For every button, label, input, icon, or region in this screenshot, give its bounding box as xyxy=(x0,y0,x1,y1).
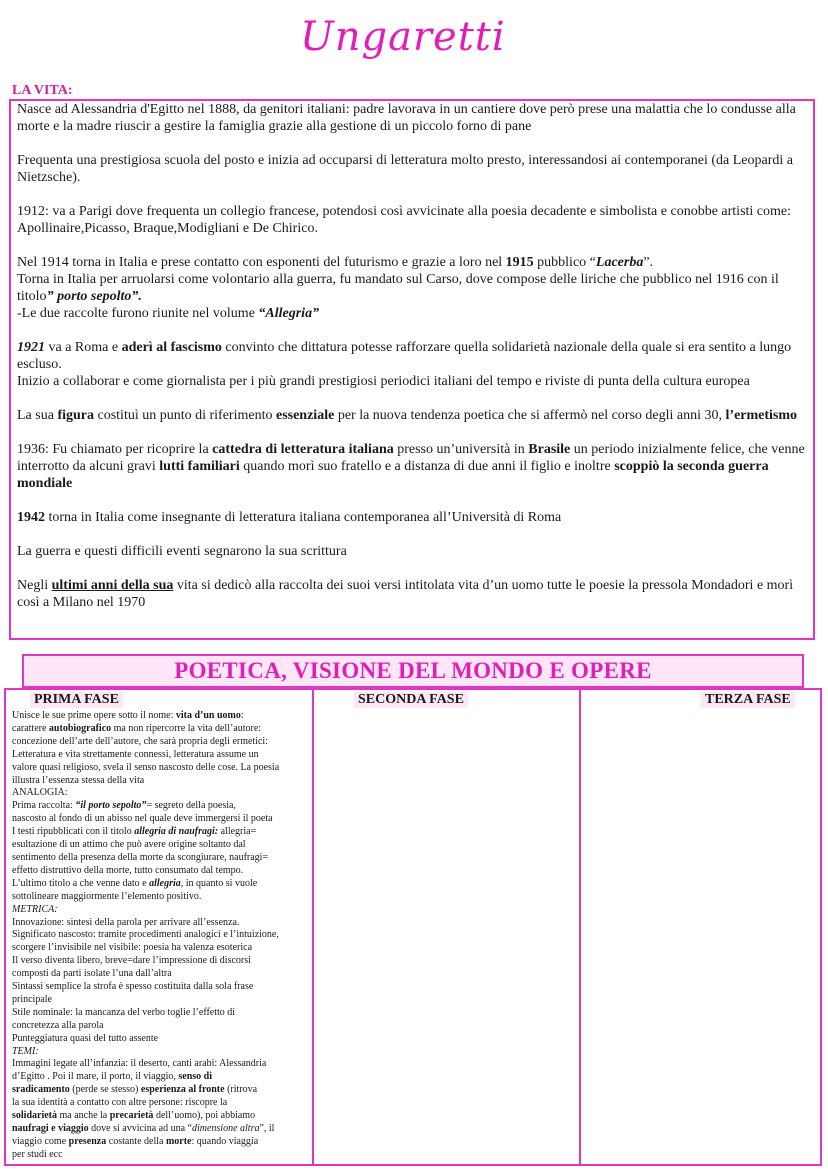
prima-fase-line: concezione dell’arte dell’autore, che sarà propria degli ermetici: xyxy=(12,735,268,747)
prima-fase-line: Il verso diventa libero, breve=dare l’impressione di discorsi xyxy=(12,955,251,967)
prima-fase-line: la sua identità a contatto con altre persone: riscopre la xyxy=(12,1097,228,1109)
prima-fase-text xyxy=(6,708,312,1162)
prima-fase-line: Prima raccolta: “il porto sepolto”= segreto della poesia, xyxy=(12,800,236,812)
column-prima-fase xyxy=(6,690,314,1164)
seconda-fase-heading: SECONDA FASE xyxy=(354,692,468,708)
life-paragraph: Negli ultimi anni della sua vita si dedicò alla raccolta dei suoi versi intitolata vita d’un uomo tutte le poesie la pressola Mondadori e morì così a Milano nel 1970 xyxy=(17,578,794,610)
section-banner xyxy=(22,654,804,688)
prima-fase-line: Significato nascosto: tramite procedimenti analogici e l’intuizione, xyxy=(12,929,279,941)
page-title: Ungaretti xyxy=(300,14,506,60)
prima-fase-line: Unisce le sue prime opere sotto il nome: vita d’un uomo: xyxy=(12,710,244,721)
prima-fase-line: sradicamento (perde se stesso) esperienza al fronte (ritrova xyxy=(12,1084,258,1096)
prima-fase-line: Letteratura e vita strettamente connessi, letteratura assume un xyxy=(12,748,259,760)
prima-fase-line: effetto distruttivo della morte, tutto consumato dal tempo. xyxy=(12,864,244,876)
prima-fase-line: concretezza alla parola xyxy=(12,1019,104,1031)
prima-fase-line: nascosto al fondo di un abisso nel quale deve immergersi il poeta xyxy=(12,813,273,825)
prima-fase-line: viaggio come presenza costante della morte: quando viaggia xyxy=(12,1135,259,1147)
terza-fase-heading: TERZA FASE xyxy=(701,692,795,708)
life-paragraph: 1912: va a Parigi dove frequenta un collegio francese, potendosi così avvicinate alla poesia decadente e simbolista e conobbe artisti come: Apollinaire,Picasso, Braque,Modigliani e De Chirico. xyxy=(17,204,792,236)
prima-fase-line: principale xyxy=(12,993,52,1005)
prima-fase-line: illustra l’essenza stessa della vita xyxy=(12,774,145,786)
prima-fase-line: Innovazione: sintesi della parola per arrivare all’essenza. xyxy=(12,916,240,928)
prima-fase-line: sottolineare maggiormente l’elemento positivo. xyxy=(12,890,202,902)
life-paragraph: Frequenta una prestigiosa scuola del posto e inizia ad occuparsi di letteratura molto presto, interessandosi ai contemporanei (da Leopardi a Nietzsche). xyxy=(17,153,793,185)
column-terza-fase xyxy=(581,690,820,1164)
prima-fase-line: solidarietà ma anche la precarietà dell’uomo), poi abbiamo xyxy=(12,1110,256,1122)
prima-fase-heading: PRIMA FASE xyxy=(30,692,123,708)
life-text xyxy=(17,101,807,611)
column-seconda-fase xyxy=(314,690,581,1164)
prima-fase-line: ANALOGIA: xyxy=(12,787,68,799)
prima-fase-line: composti da parti isolate l’una dall’altra xyxy=(12,968,172,980)
prima-fase-line: d’Egitto . Poi il mare, il porto, il viaggio, senso di xyxy=(12,1071,212,1083)
prima-fase-line: scorgere l’invisibile nel visibile: poesia ha valenza esoterica xyxy=(12,942,253,954)
prima-fase-line: L’ultimo titolo a che venne dato e allegria, in quanto si vuole xyxy=(12,877,258,889)
prima-fase-line: sentimento della presenza della morte da scongiurare, naufragi= xyxy=(12,851,269,863)
prima-fase-line: carattere autobiografico ma non ripercorre la vita dell’autore: xyxy=(12,722,262,734)
prima-fase-line: Punteggiatura quasi del tutto assente xyxy=(12,1032,159,1044)
phases-table xyxy=(4,688,822,1166)
section-title: POETICA, VISIONE DEL MONDO E OPERE xyxy=(174,658,652,683)
prima-fase-line: Immagini legate all’infanzia: il deserto, canti arabi: Alessandria xyxy=(12,1058,267,1070)
life-paragraph: La guerra e questi difficili eventi segnarono la sua scrittura xyxy=(17,544,347,559)
prima-fase-line: TEMI: xyxy=(12,1045,39,1057)
life-paragraph: Nasce ad Alessandria d'Egitto nel 1888, da genitori italiani: padre lavorava in un cantiere dove però prese una malattia che lo condusse alla morte e la madre riuscir a gestire la famiglia grazie alla gestione di un piccolo forno di pane xyxy=(17,102,796,134)
life-paragraph: La sua figura costituì un punto di riferimento essenziale per la nuova tendenza poetica che si affermò nel corso degli anni 30, l’ermetismo xyxy=(17,408,798,423)
prima-fase-line: per studi ecc xyxy=(12,1148,63,1160)
prima-fase-line: naufragi e viaggio dove si avvicina ad una “dimensione altra”, il xyxy=(12,1123,275,1134)
life-paragraph: Nel 1914 torna in Italia e prese contatto con esponenti del futurismo e grazie a loro nel 1915 pubblico “Lacerba”. Torna in Italia per arruolarsi come volontario alla guerra, fu mandato sul Carso, dove compose delle liriche che pubblico nel 1916 con il titolo” porto sepolto”. -Le due raccolte furono riunite nel volume “Allegria” xyxy=(17,255,779,321)
life-paragraph: 1936: Fu chiamato per ricoprire la cattedra di letteratura italiana presso un’università in Brasile un periodo inizialmente felice, che venne interrotto da alcuni gravi lutti familiari quando morì suo fratello e a distanza di due anni il figlio e inoltre scoppiò la seconda guerra mondiale xyxy=(17,442,805,491)
life-paragraph: 1942 torna in Italia come insegnante di letteratura italiana contemporanea all’Università di Roma xyxy=(17,510,562,525)
prima-fase-line: METRICA: xyxy=(12,903,58,915)
life-section xyxy=(9,99,815,640)
prima-fase-line: I testi ripubblicati con il titolo allegria di naufragi: allegria= xyxy=(12,826,257,838)
life-paragraph: 1921 va a Roma e aderì al fascismo convinto che dittatura potesse rafforzare quella solidarietà nazionale della quale si era sentito a lungo escluso. Inizio a collaborar e come giornalista per i più grandi prestigiosi periodici italiani del tempo e riviste di punta della cultura europea xyxy=(17,340,792,389)
life-heading: LA VITA: xyxy=(12,83,73,98)
prima-fase-line: Stile nominale: la mancanza del verbo toglie l’effetto di xyxy=(12,1006,236,1018)
prima-fase-line: valore quasi religioso, svela il senso nascosto delle cose. La poesia xyxy=(12,761,280,773)
prima-fase-line: esultazione di un attimo che può avere origine soltanto dal xyxy=(12,839,246,851)
prima-fase-line: Sintassi semplice la strofa è spesso costituita dalla sola frase xyxy=(12,981,254,993)
